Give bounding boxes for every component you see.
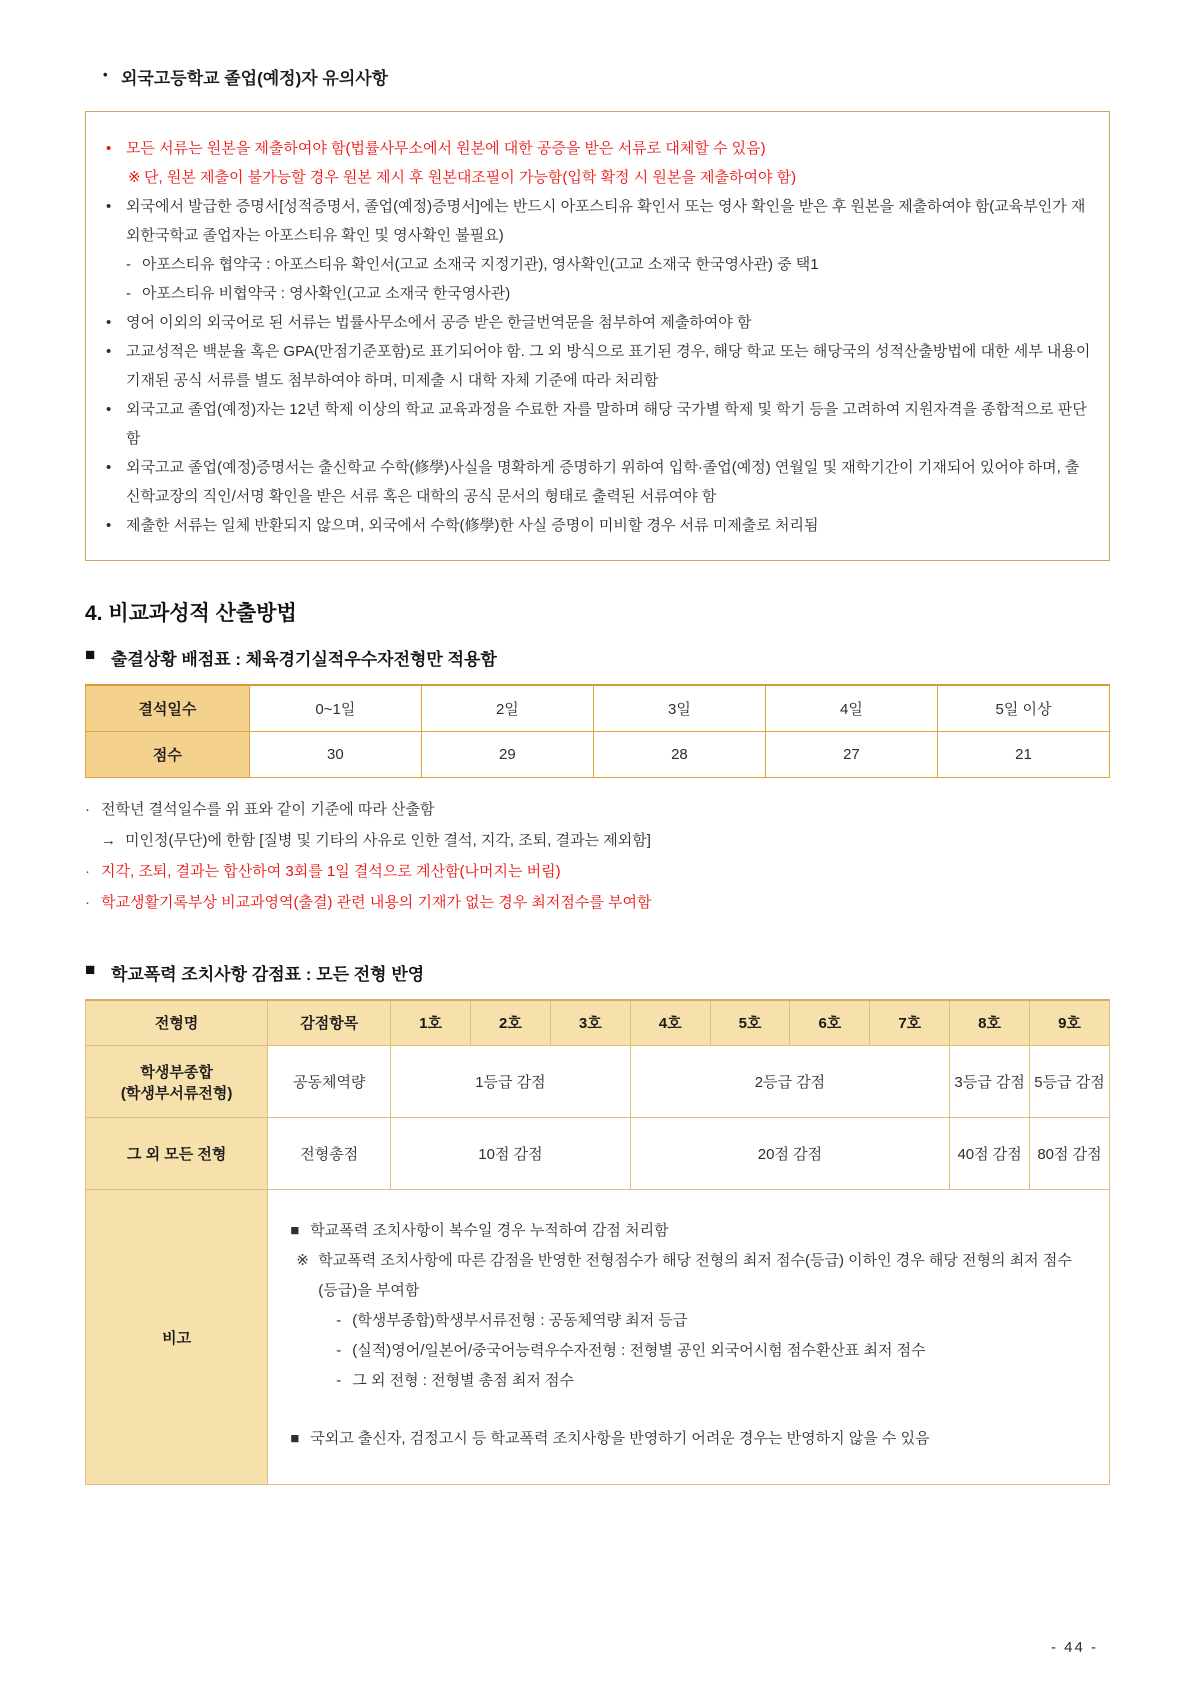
notice-item: • 제출한 서류는 일체 반환되지 않으며, 외국에서 수학(修學)한 사실 증명이 미비할 경우 서류 미제출로 처리됨 [106,511,1091,540]
table-cell: 30 [249,731,421,777]
col-header: 6호 [790,1000,870,1046]
col-header: 5호 [710,1000,790,1046]
col-header: 9호 [1030,1000,1110,1046]
table-cell: 5등급 감점 [1030,1046,1110,1118]
col-header: 1호 [391,1000,471,1046]
dash-icon: - [126,285,131,302]
section-4-title: 4. 비교과성적 산출방법 [85,602,297,625]
table-cell: 20점 감점 [630,1118,949,1190]
middot-icon: · [85,800,90,818]
notice-subitem: - 아포스티유 협약국 : 아포스티유 확인서(고교 소재국 지정기관), 영사확인(고교 소재국 한국영사관) 중 택1 [106,250,1091,279]
table-row [86,1190,1110,1485]
school-violence-penalty-table [85,999,1110,1486]
row-header: 그 외 모든 전형 [86,1118,268,1190]
bullet-icon: • [106,459,112,476]
row-header-absence-days: 결석일수 [86,685,250,731]
table-row [86,731,1110,777]
penalty-heading-label: 학교폭력 조치사항 감점표 : 모든 전형 반영 [111,964,425,984]
attendance-notes [85,794,1110,918]
col-header: 8호 [950,1000,1030,1046]
remarks-cell [268,1190,1110,1485]
middot-icon: · [85,862,90,880]
col-header: 7호 [870,1000,950,1046]
row-header: 학생부종합 (학생부서류전형) [86,1046,268,1118]
note-line: → 미인정(무단)에 한함 [질병 및 기타의 사유로 인한 결석, 지각, 조퇴, 결과는 제외함] [85,825,1110,856]
table-cell: 0~1일 [249,685,421,731]
col-header: 4호 [630,1000,710,1046]
table-header-row [86,1000,1110,1046]
col-header: 감점항목 [268,1000,391,1046]
dash-icon: - [336,1312,342,1329]
bullet-icon: • [106,401,112,418]
table-row [86,685,1110,731]
table-cell: 29 [421,731,593,777]
table-row [86,1118,1110,1190]
row-header-score: 점수 [86,731,250,777]
table-cell: 4일 [765,685,937,731]
row-header-remarks: 비고 [86,1190,268,1485]
page-number: - 44 - [1050,1639,1098,1656]
table-cell: 5일 이상 [937,685,1109,731]
reference-mark-icon: ※ [296,1252,309,1269]
notice-item: • 외국고교 졸업(예정)자는 12년 학제 이상의 학교 교육과정을 수료한 자를 말하며 해당 국가별 학제 및 학기 등을 고려하여 지원자격을 종합적으로 판단함 [106,395,1091,453]
table-cell: 10점 감점 [391,1118,631,1190]
remark-line: ■ 국외고 출신자, 검정고시 등 학교폭력 조치사항을 반영하기 어려운 경우는 반영하지 않을 수 있음 [290,1424,1091,1454]
remark-line: ■ 학교폭력 조치사항이 복수일 경우 누적하여 감점 처리함 [290,1216,1091,1246]
note-line: · 학교생활기록부상 비교과영역(출결) 관련 내용의 기재가 없는 경우 최저점수를 부여함 [85,887,1110,918]
notice-item: ※ 단, 원본 제출이 불가능할 경우 원본 제시 후 원본대조필이 가능함(입학 확정 시 원본을 제출하여야 함) [106,163,1091,192]
bullet-icon: • [106,517,112,534]
square-bullet-icon: ■ [85,645,96,664]
notice-item: • 외국에서 발급한 증명서[성적증명서, 졸업(예정)증명서]에는 반드시 아포스티유 확인서 또는 영사 확인을 받은 후 원본을 제출하여야 함(교육부인가 재외한국학교 졸업자는 아포스티유 확인 및 영사확인 불필요) [106,192,1091,250]
notice-subitem: - 아포스티유 비협약국 : 영사확인(고교 소재국 한국영사관) [106,279,1091,308]
notice-item: • 외국고교 졸업(예정)증명서는 출신학교 수학(修學)사실을 명확하게 증명하기 위하여 입학·졸업(예정) 연월일 및 재학기간이 기재되어 있어야 하며, 출신학교장의 직인/서명 확인을 받은 서류 혹은 대학의 공식 문서의 형태로 출력된 서류여야 함 [106,453,1091,511]
bullet-icon: • [106,343,112,360]
table-cell: 2등급 감점 [630,1046,949,1118]
table-cell: 1등급 감점 [391,1046,631,1118]
attendance-heading-label: 출결상황 배점표 : 체육경기실적우수자전형만 적용함 [111,650,497,669]
col-header: 2호 [471,1000,551,1046]
foreign-hs-notice-box [85,111,1110,561]
square-bullet-icon: ■ [290,1222,300,1239]
square-bullet-icon: ■ [290,1430,300,1447]
arrow-right-icon: → [101,831,116,849]
bullet-icon: • [106,314,112,331]
reference-mark-icon: ※ [128,169,141,186]
bullet-icon: • [103,67,108,82]
table-cell: 27 [765,731,937,777]
notice-item: • 고교성적은 백분율 혹은 GPA(만점기준포함)로 표기되어야 함. 그 외 방식으로 표기된 경우, 해당 학교 또는 해당국의 성적산출방법에 대한 세부 내용이 기재된 공식 서류를 별도 첨부하여야 하며, 미제출 시 대학 자체 기준에 따라 처리함 [106,337,1091,395]
bullet-icon: • [106,140,112,157]
remark-line: ※ 학교폭력 조치사항에 따른 감점을 반영한 전형점수가 해당 전형의 최저 점수(등급) 이하인 경우 해당 전형의 최저 점수(등급)을 부여함 [290,1246,1091,1306]
table-cell: 전형총점 [268,1118,391,1190]
attendance-score-table [85,684,1110,778]
dash-icon: - [126,256,131,273]
bullet-icon: • [106,198,112,215]
notice-item: • 영어 이외의 외국어로 된 서류는 법률사무소에서 공증 받은 한글번역문을 첨부하여 제출하여야 함 [106,308,1091,337]
attendance-table-heading [85,645,1110,670]
dash-icon: - [336,1372,342,1389]
dash-icon: - [336,1342,342,1359]
table-cell: 2일 [421,685,593,731]
notice-heading-label: 외국고등학교 졸업(예정)자 유의사항 [121,69,389,88]
remark-line: - (실적)영어/일본어/중국어능력우수자전형 : 전형별 공인 외국어시험 점수환산표 최저 점수 [290,1336,1091,1366]
note-line: · 전학년 결석일수를 위 표와 같이 기준에 따라 산출함 [85,794,1110,825]
remark-line: - (학생부종합)학생부서류전형 : 공동체역량 최저 등급 [290,1306,1091,1336]
notice-heading [85,64,1110,89]
table-cell: 3일 [593,685,765,731]
middot-icon: · [85,893,90,911]
table-cell: 21 [937,731,1109,777]
table-cell: 공동체역량 [268,1046,391,1118]
note-line: · 지각, 조퇴, 결과는 합산하여 3회를 1일 결석으로 계산함(나머지는 버림) [85,856,1110,887]
table-cell: 80점 감점 [1030,1118,1110,1190]
remark-line: - 그 외 전형 : 전형별 총점 최저 점수 [290,1366,1091,1396]
table-cell: 40점 감점 [950,1118,1030,1190]
col-header: 전형명 [86,1000,268,1046]
square-bullet-icon: ■ [85,959,96,979]
table-cell: 3등급 감점 [950,1046,1030,1118]
col-header: 3호 [550,1000,630,1046]
penalty-table-heading [85,960,1110,985]
table-row [86,1046,1110,1118]
notice-item: • 모든 서류는 원본을 제출하여야 함(법률사무소에서 원본에 대한 공증을 받은 서류로 대체할 수 있음) [106,134,1091,163]
table-cell: 28 [593,731,765,777]
